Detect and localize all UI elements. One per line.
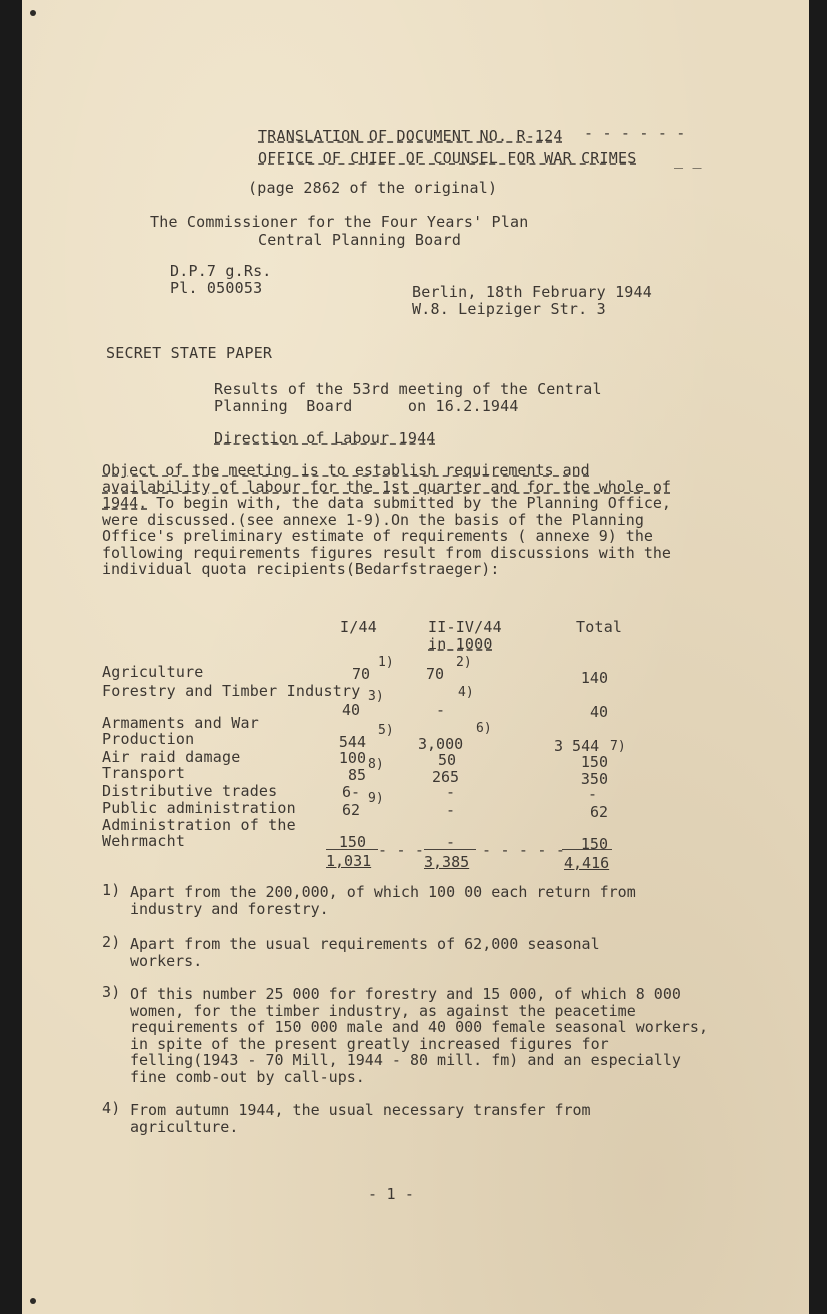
row-total: 150: [580, 835, 608, 853]
intro-paragraph: [102, 462, 692, 578]
row-label: Air raid damage: [102, 748, 241, 766]
sum-rule-total: [562, 849, 612, 850]
row-q2: 70: [426, 665, 445, 683]
place-date-line-2: W.8. Leipziger Str. 3: [412, 300, 606, 318]
footnote-number: 4): [102, 1099, 121, 1117]
row-q1: 544: [338, 733, 366, 751]
intro-rest: To begin with, the data submitted by the Planning Office, were discussed.(see annexe 1-9).On the basis of the Planning Office's preliminary estimate of requirements ( annexe 9) the following requirements figures result from discussions with the individual quota recipients(Bedarfstraeger):: [102, 494, 671, 578]
row-q1: 150: [338, 833, 366, 851]
row-q2: -: [446, 801, 456, 819]
table-col-q2: II-IV/44: [428, 618, 502, 636]
issuer-line-1: The Commissioner for the Four Years' Plan: [150, 213, 529, 231]
table-col-q1: I/44: [340, 618, 377, 636]
row-q1-note: 5): [378, 723, 394, 738]
row-q2: 50: [438, 751, 457, 769]
footnote-number: 2): [102, 933, 121, 951]
row-total: 350: [580, 770, 608, 788]
row-total: 3 544: [554, 737, 600, 755]
row-q2-note: 6): [476, 721, 492, 736]
reference-line-2: Pl. 050053: [170, 279, 263, 297]
footnote-number: 3): [102, 983, 121, 1001]
row-q1-note: 3): [368, 689, 384, 704]
document-page: [22, 0, 809, 1314]
row-q2: -: [436, 701, 446, 719]
table-unit: in 1000: [428, 635, 493, 653]
row-q1-note: 9): [368, 791, 384, 806]
sum-rule-dashes: - - -: [378, 841, 425, 859]
row-q2: -: [446, 833, 456, 851]
table-col-total: Total: [576, 618, 623, 636]
row-total: 140: [580, 669, 608, 687]
reference-line-1: D.P.7 g.Rs.: [170, 262, 272, 280]
section-heading: Direction of Labour 1944: [214, 429, 436, 447]
row-total: 40: [589, 703, 608, 721]
sum-q1: 1,031: [326, 852, 372, 870]
issuer-line-2: Central Planning Board: [258, 231, 462, 249]
footnote-number: 1): [102, 881, 121, 899]
row-q2: -: [446, 783, 456, 801]
row-label: Administration of the: [102, 816, 296, 834]
row-q2: 3,000: [418, 735, 464, 753]
sum-q2: 3,385: [424, 853, 470, 871]
intro-underlined: Object of the meeting is to establish requirements and availability of labour for the 1st quarter and for the whole of 1944.: [102, 461, 671, 512]
row-q2-note: 4): [458, 685, 474, 700]
row-q1: 40: [341, 701, 360, 719]
row-label: Distributive trades: [102, 782, 278, 800]
row-total: -: [588, 785, 598, 803]
sum-rule-dashes: - - - - -: [482, 841, 566, 859]
row-q2-note: 2): [456, 655, 472, 670]
row-label: Transport: [102, 764, 186, 782]
row-label: Agriculture: [102, 663, 204, 681]
subject-line-1: Results of the 53rd meeting of the Central: [214, 380, 602, 398]
row-label-2: Production: [102, 730, 195, 748]
sum-total: 4,416: [564, 854, 610, 872]
punch-hole: [30, 10, 36, 16]
subject-line-2: Planning Board on 16.2.1944: [214, 397, 519, 415]
place-date-line-1: Berlin, 18th February 1944: [412, 283, 652, 301]
row-label-2: Wehrmacht: [102, 832, 186, 850]
header-line-2-tail: _ _: [674, 151, 702, 169]
row-q1: 6-: [341, 783, 360, 801]
sum-rule-q2: [424, 849, 476, 850]
header-line-1-tail: - - - - - -: [584, 124, 686, 142]
punch-hole: [30, 1298, 36, 1304]
row-q1-note: 1): [378, 655, 394, 670]
classification: SECRET STATE PAPER: [106, 344, 273, 362]
row-q1: 62: [341, 801, 360, 819]
row-total: 62: [589, 803, 608, 821]
row-q2: 265: [432, 768, 460, 786]
footnote-text: Apart from the usual requirements of 62,000 seasonal workers.: [130, 935, 600, 970]
row-q1: 70: [351, 665, 370, 683]
row-label: Armaments and War: [102, 714, 259, 732]
header-line-2: OFFICE OF CHIEF OF COUNSEL FOR WAR CRIMES: [258, 149, 637, 167]
row-q1: 85: [347, 766, 366, 784]
row-label: Public administration: [102, 799, 296, 817]
footnote-text: From autumn 1944, the usual necessary transfer from agriculture.: [130, 1101, 591, 1136]
row-total-note: 7): [610, 739, 626, 754]
row-total: 150: [580, 753, 608, 771]
row-q1-note: 8): [368, 757, 384, 772]
footnote-text: Apart from the 200,000, of which 100 00 each return from industry and forestry.: [130, 883, 636, 918]
page-reference: (page 2862 of the original): [248, 179, 498, 197]
row-label: Forestry and Timber Industry: [102, 682, 361, 700]
sum-rule-q1: [326, 849, 378, 850]
header-line-1: TRANSLATION OF DOCUMENT NO. R-124: [258, 127, 563, 145]
footnote-text: Of this number 25 000 for forestry and 15 000, of which 8 000 women, for the timber industry, as against the peacetime requirements of 150 000 male and 40 000 female seasonal workers, in spite of the present greatly increased figures for felling(1943 - 70 Mill, 1944 - 80 mill. fm) and an especially fine comb-out by call-ups.: [130, 985, 708, 1086]
row-q1: 100: [338, 749, 366, 767]
page-number: - 1 -: [368, 1185, 415, 1203]
